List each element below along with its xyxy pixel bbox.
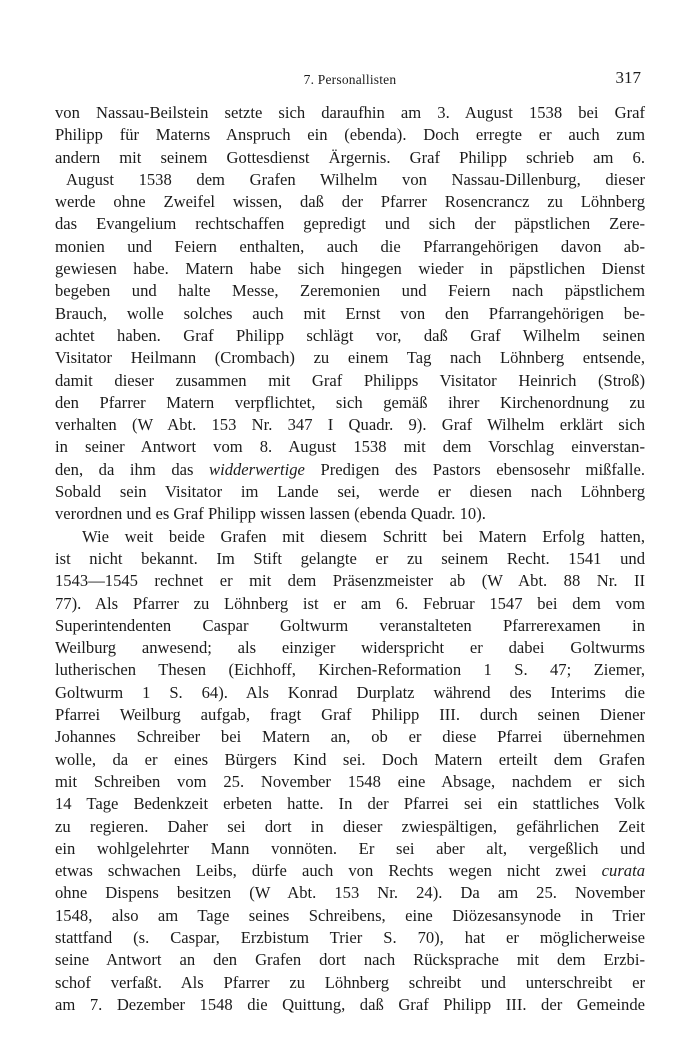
text-line: schof verfaßt. Als Pfarrer zu Löhnberg schreibt und unterschreibt er: [55, 972, 645, 992]
text-line: lutherischen Thesen (Eichhoff, Kirchen-Reformation 1 S. 47; Ziemer,: [55, 660, 645, 680]
text-line: Sobald sein Visitator im Lande sei, werde er diesen nach Löhnberg: [55, 482, 645, 502]
text-segment: den, da ihm das: [55, 459, 210, 479]
running-head: [55, 68, 645, 94]
text-line: ohne Dispens besitzen (W Abt. 153 Nr. 24). Da am 25. November: [55, 883, 645, 903]
text-segment: Predigen des Pastors ebensosehr mißfalle.: [304, 459, 645, 479]
book-page: [55, 68, 645, 1016]
text-line: 14 Tage Bedenkzeit erbeten hatte. In der Pfarrei sei ein stattliches Volk: [55, 794, 645, 814]
paragraph-first-line: Wie weit beide Grafen mit diesem Schritt bei Matern Erfolg hatten,: [82, 526, 645, 546]
text-line: Johannes Schreiber bei Matern an, ob er diese Pfarrei übernehmen: [55, 727, 645, 747]
text-line: den Pfarrer Matern verpflichtet, sich gemäß ihrer Kirchenordnung zu: [55, 392, 645, 412]
text-line: werde ohne Zweifel wissen, daß der Pfarrer Rosencrancz zu Löhnberg: [55, 192, 645, 212]
text-line: [55, 459, 645, 481]
text-line: stattfand (s. Caspar, Erzbistum Trier S. 70), hat er möglicherweise: [55, 927, 645, 947]
text-line: wolle, da er eines Bürgers Kind sei. Doch Matern erteilt dem Grafen: [55, 749, 645, 769]
text-line: Visitator Heilmann (Crombach) zu einem Tag nach Löhnberg entsende,: [55, 348, 645, 368]
text-line: seine Antwort an den Grafen dort nach Rücksprache mit dem Erzbi-: [55, 950, 645, 970]
text-line: ein wohlgelehrter Mann vonnöten. Er sei aber alt, vergeßlich und: [55, 838, 645, 858]
text-line: 1543—1545 rechnet er mit dem Präsenzmeister ab (W Abt. 88 Nr. II: [55, 571, 645, 591]
text-line: Pfarrei Weilburg aufgab, fragt Graf Philipp III. durch seinen Diener: [55, 705, 645, 725]
text-line: ist nicht bekannt. Im Stift gelangte er zu seinem Recht. 1541 und: [55, 548, 645, 568]
text-line: in seiner Antwort vom 8. August 1538 mit dem Vorschlag einverstan-: [55, 437, 645, 457]
text-line: August 1538 dem Grafen Wilhelm von Nassau-Dillenburg, dieser: [66, 169, 645, 189]
text-line: Brauch, wolle solches auch mit Ernst von den Pfarrangehörigen be-: [55, 303, 645, 323]
text-segment: etwas schwachen Leibs, dürfe auch von Rechts wegen nicht zwei: [55, 861, 602, 881]
text-line: Superintendenten Caspar Goltwurm veranstalteten Pfarrerexamen in: [55, 615, 645, 635]
text-line: Goltwurm 1 S. 64). Als Konrad Durplatz während des Interims die: [55, 682, 645, 702]
text-line: mit Schreiben vom 25. November 1548 eine Absage, nachdem er sich: [55, 771, 645, 791]
running-title: 7. Personallisten: [303, 72, 397, 87]
text-line: gewiesen habe. Matern habe sich hingegen wieder in päpstlichen Dienst: [55, 259, 645, 279]
text-line: monien und Feiern enthalten, auch die Pfarrangehörigen davon ab-: [55, 236, 645, 256]
text-line: von Nassau-Beilstein setzte sich daraufhin am 3. August 1538 bei Graf: [55, 103, 645, 122]
text-line: verhalten (W Abt. 153 Nr. 347 I Quadr. 9). Graf Wilhelm erklärt sich: [55, 415, 645, 435]
text-line: Weilburg anwesend; als einziger widerspricht er dabei Goltwurms: [55, 638, 645, 658]
text-line: achtet haben. Graf Philipp schlägt vor, daß Graf Wilhelm seinen: [55, 325, 645, 345]
text-line: 1548, also am Tage seines Schreibens, eine Diözesansynode in Trier: [55, 905, 645, 925]
text-line: das Evangelium rechtschaffen gepredigt und sich der päpstlichen Zere-: [55, 214, 645, 234]
text-line: 77). Als Pfarrer zu Löhnberg ist er am 6. Februar 1547 bei dem vom: [55, 593, 645, 613]
body-text: [55, 102, 645, 1016]
text-line: Philipp für Materns Anspruch ein (ebenda). Doch erregte er auch zum: [55, 125, 645, 145]
text-line: begeben und halte Messe, Zeremonien und Feiern nach päpstlichem: [55, 281, 645, 301]
italic-term: curata: [601, 861, 645, 881]
text-line: am 7. Dezember 1548 die Quittung, daß Graf Philipp III. der Gemeinde: [55, 994, 645, 1014]
text-line: [55, 860, 645, 882]
italic-term: widderwertige: [209, 459, 305, 479]
text-line: zu regieren. Daher sei dort in dieser zwiespältigen, gefährlichen Zeit: [55, 816, 645, 836]
text-line: verordnen und es Graf Philipp wissen lassen (ebenda Quadr. 10).: [55, 504, 486, 524]
text-line: andern mit seinem Gottesdienst Ärgernis. Graf Philipp schrieb am 6.: [55, 147, 645, 167]
page-number: 317: [615, 68, 641, 87]
text-line: damit dieser zusammen mit Graf Philipps Visitator Heinrich (Stroß): [55, 370, 645, 390]
